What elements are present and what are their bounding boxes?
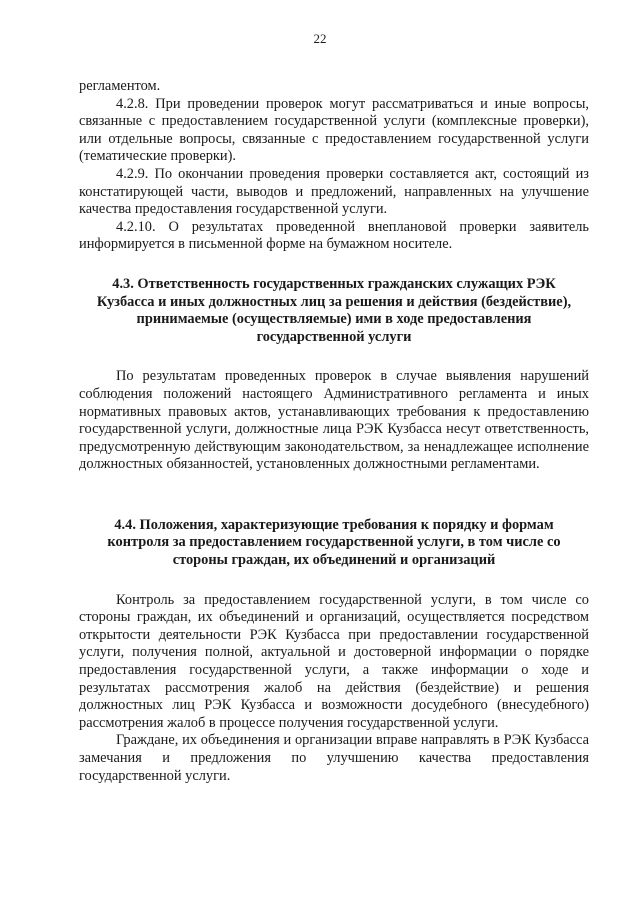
- paragraph-4-2-8: 4.2.8. При проведении проверок могут рассматриваться и иные вопросы, связанные с предоставлением государственной услуги (комплексные проверки), или отдельные вопросы, связанные с предоставлением государственной услуги (тематические проверки).: [79, 95, 589, 165]
- section-4-3-paragraph: По результатам проведенных проверок в случае выявления нарушений соблюдения положений настоящего Административного регламента и иных нормативных правовых актов, устанавливающих требования к предоставлению государственной услуги, должностные лица РЭК Кузбасса несут ответственность, предусмотренную действующим законодательством, за ненадлежащее исполнение должностных обязанностей, установленных должностными регламентами.: [79, 368, 589, 473]
- heading-line: 4.3. Ответственность государственных гражданских служащих РЭК: [112, 275, 556, 292]
- paragraph-continuation: регламентом.: [79, 78, 161, 94]
- section-4-3-heading: [79, 276, 589, 346]
- section-4-4-paragraph-1: Контроль за предоставлением государственной услуги, в том числе со стороны граждан, их объединений и организаций, осуществляется посредством открытости деятельности РЭК Кузбасса при предоставлении государственной услуги, получения полной, актуальной и достоверной информации о порядке предоставления государственной услуги, а также информации о ходе и результатах рассмотрения жалоб на действия (бездействие) и решения должностных лиц РЭК Кузбасса и возможности досудебного (внесудебного) рассмотрения жалоб в процессе получения государственной услуги.: [79, 591, 589, 731]
- heading-line: Кузбасса и иных должностных лиц за решения и действия (бездействие),: [96, 293, 572, 310]
- page-number: 22: [313, 31, 327, 46]
- section-4-4-paragraph-2: Граждане, их объединения и организации вправе направлять в РЭК Кузбасса замечания и предложения по улучшению качества предоставления государственной услуги.: [79, 732, 589, 784]
- heading-line: 4.4. Положения, характеризующие требования к порядку и формам: [114, 516, 554, 533]
- heading-line: контроля за предоставлением государственной услуги, в том числе со: [107, 534, 561, 551]
- section-4-4-heading: [79, 517, 589, 570]
- paragraph-4-2-10: 4.2.10. О результатах проведенной внеплановой проверки заявитель информируется в письменной форме на бумажном носителе.: [79, 218, 589, 253]
- heading-line: стороны граждан, их объединений и организаций: [172, 552, 496, 569]
- heading-line: принимаемые (осуществляемые) ими в ходе предоставления: [136, 311, 532, 328]
- document-body: [79, 78, 589, 785]
- paragraph-4-2-9: 4.2.9. По окончании проведения проверки составляется акт, состоящий из констатирующей части, выводов и предложений, направленных на улучшение качества предоставления государственной услуги.: [79, 165, 589, 218]
- heading-line: государственной услуги: [256, 328, 412, 345]
